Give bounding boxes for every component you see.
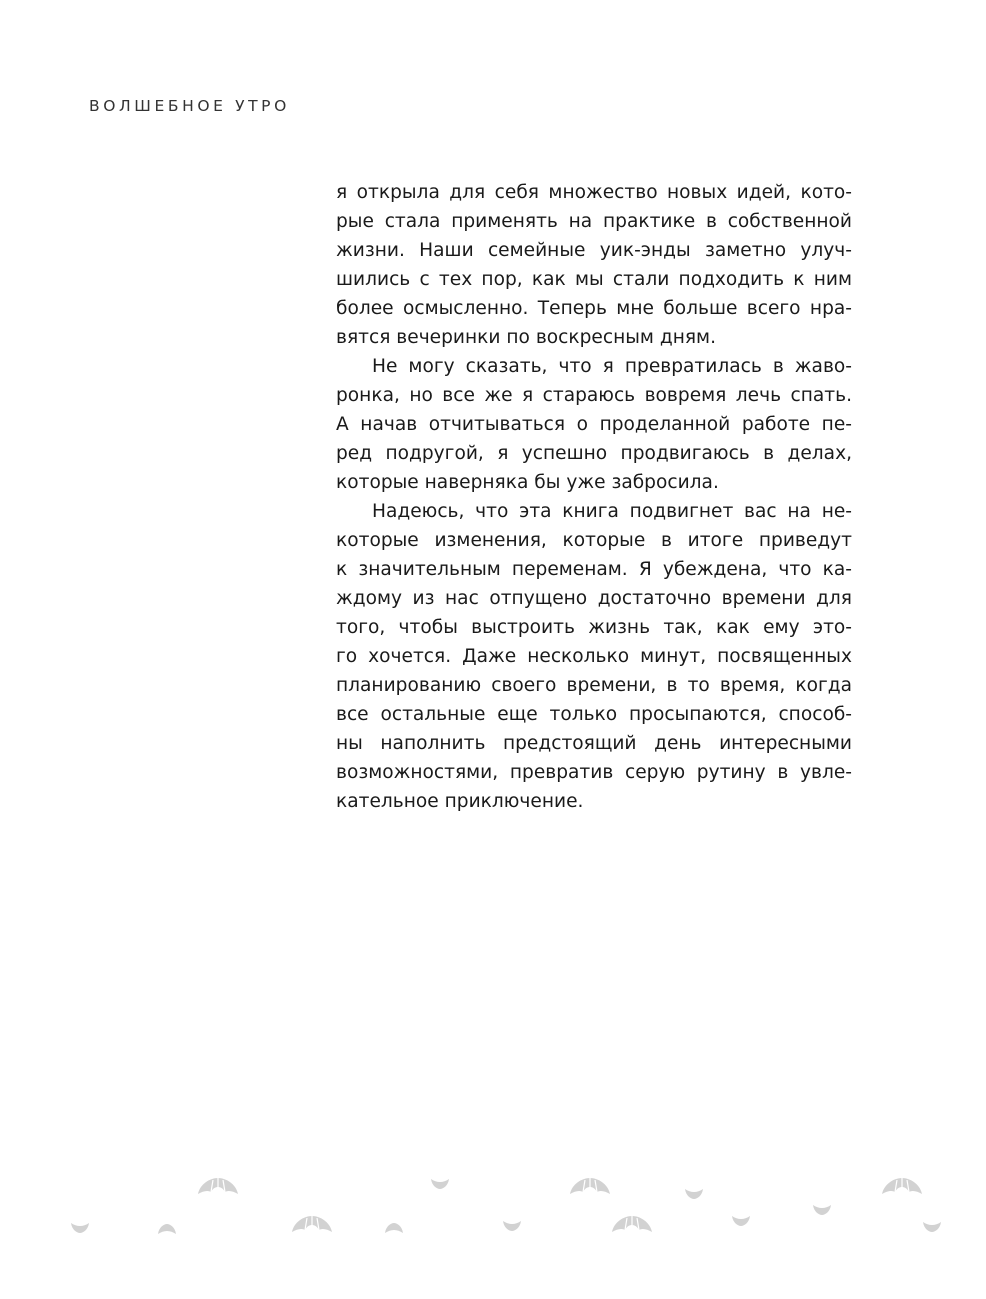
croissant-icon [685, 1189, 703, 1199]
text-line: Не могу сказать, что я превратилась в жаво- [372, 356, 852, 377]
text-line: я открыла для себя множество новых идей, кото- [336, 182, 852, 203]
croissant-icon [431, 1179, 449, 1189]
croissant-icon [813, 1205, 831, 1215]
croissant-icon [158, 1224, 176, 1234]
croissant-icon [732, 1216, 750, 1226]
text-line: ждому из нас отпущено достаточно времени для [336, 588, 852, 609]
croissant-icon [882, 1178, 922, 1194]
running-head: ВОЛШЕБНОЕ УТРО [89, 97, 290, 115]
croissant-icon [292, 1216, 332, 1232]
text-line: к значительным переменам. Я убеждена, что ка- [336, 559, 852, 580]
text-line: го хочется. Даже несколько минут, посвященных [336, 646, 852, 667]
text-line: рые стала применять на практике в собственной [336, 211, 852, 232]
text-line: более осмысленно. Теперь мне больше всего нра- [336, 298, 852, 319]
text-line: шились с тех пор, как мы стали подходить к ним [336, 269, 852, 290]
text-line: А начав отчитываться о проделанной работе пе- [336, 414, 852, 435]
croissant-icon [71, 1223, 89, 1233]
text-line: того, чтобы выстроить жизнь так, как ему это- [336, 617, 852, 638]
croissant-icon [570, 1178, 610, 1194]
croissant-icon [503, 1221, 521, 1231]
text-line: которые изменения, которые в итоге приведут [336, 530, 852, 551]
croissant-icon [923, 1222, 941, 1232]
croissant-pattern-icon [0, 1150, 986, 1250]
text-line: ронка, но все же я стараюсь вовремя лечь спать. [336, 385, 852, 406]
croissant-icon [198, 1178, 238, 1194]
text-line: жизни. Наши семейные уик-энды заметно улуч- [336, 240, 852, 261]
croissant-icon [385, 1223, 403, 1233]
text-line: возможностями, превратив серую рутину в увле- [336, 762, 852, 783]
text-line: планированию своего времени, в то время, когда [336, 675, 852, 696]
paragraph [336, 497, 852, 816]
text-line: вятся вечеринки по воскресным дням. [336, 327, 716, 348]
text-line: ны наполнить предстоящий день интересными [336, 733, 852, 754]
text-line: Надеюсь, что эта книга подвигнет вас на не- [372, 501, 852, 522]
body-text [336, 178, 852, 816]
text-line: ред подругой, я успешно продвигаюсь в делах, [336, 443, 852, 464]
paragraph [336, 352, 852, 497]
paragraph [336, 178, 852, 352]
text-line: которые наверняка бы уже забросила. [336, 472, 719, 493]
text-line: все остальные еще только просыпаются, способ- [336, 704, 852, 725]
croissant-icon [612, 1216, 652, 1232]
text-line: кательное приключение. [336, 791, 584, 812]
